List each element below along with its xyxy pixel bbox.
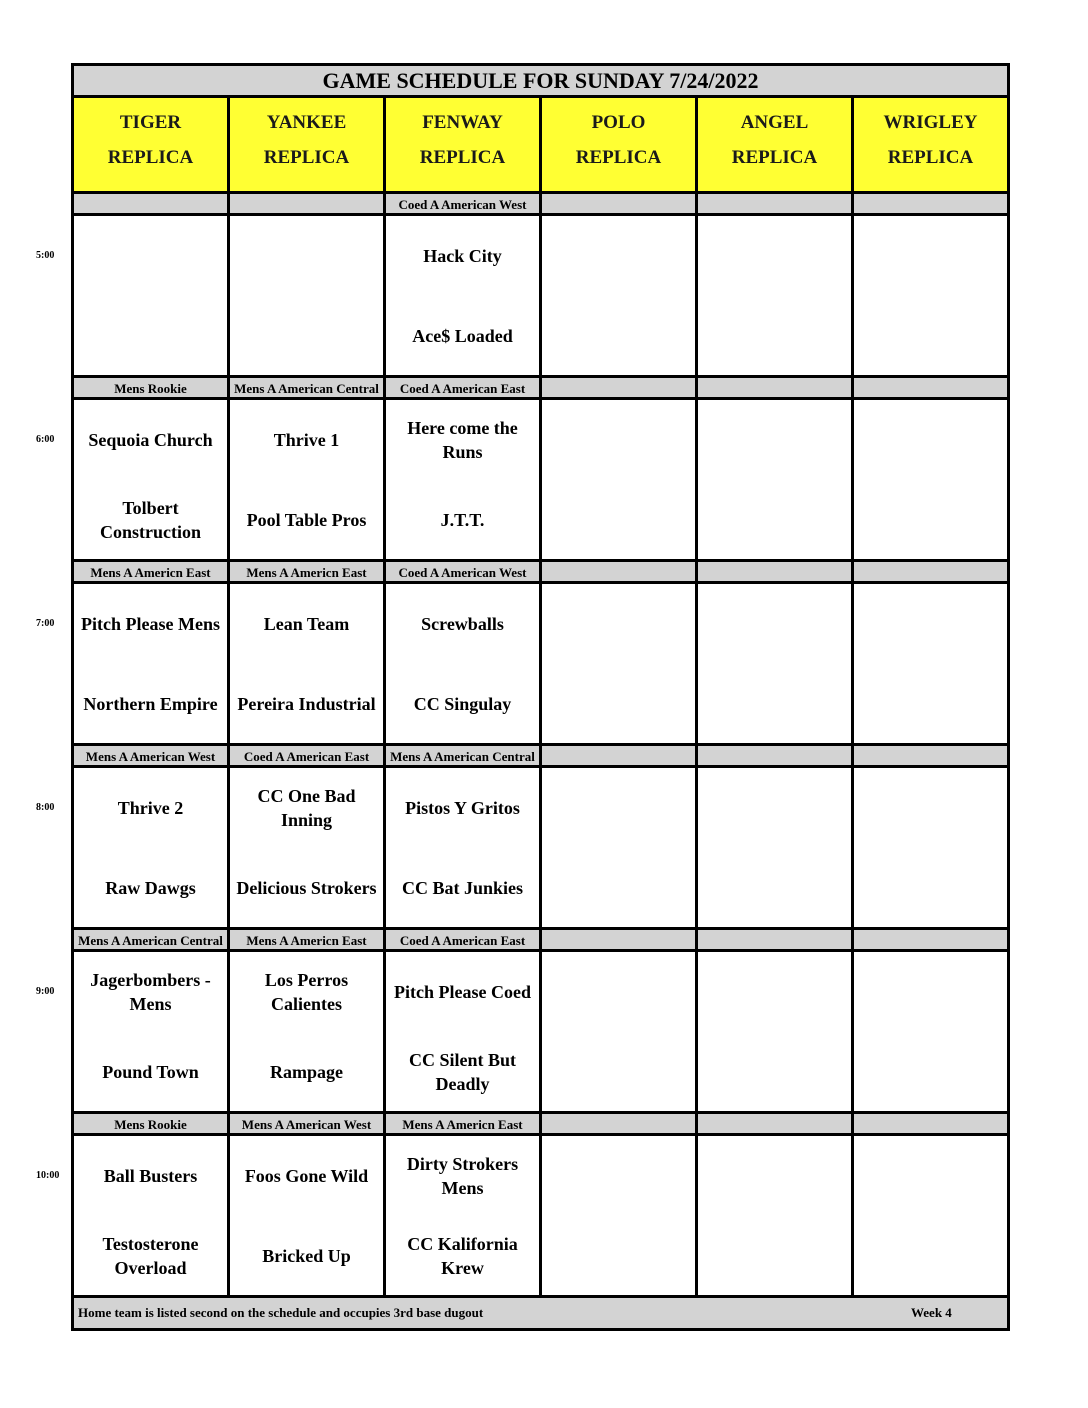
game-cell xyxy=(230,952,386,1114)
home-team xyxy=(854,676,1007,732)
game-cell xyxy=(74,584,230,746)
game-cell xyxy=(542,768,698,930)
game-cell xyxy=(386,216,542,378)
home-team: Testosterone Overload xyxy=(102,1234,199,1278)
home-team: Pound Town xyxy=(102,1062,199,1082)
home-team: Rampage xyxy=(270,1062,343,1082)
division-label xyxy=(230,378,386,400)
division-label xyxy=(698,562,854,584)
game-cell xyxy=(698,216,854,378)
game-cell xyxy=(230,1136,386,1298)
away-team: Ball Busters xyxy=(103,1166,198,1186)
home-team: Raw Dawgs xyxy=(105,878,196,898)
footer-bar xyxy=(74,1298,1007,1328)
division-label xyxy=(230,194,386,216)
field-name: TIGER xyxy=(119,112,182,133)
away-team xyxy=(854,780,1007,836)
away-team xyxy=(542,412,695,468)
division-label xyxy=(542,562,698,584)
home-team: CC Silent But Deadly xyxy=(408,1050,516,1094)
away-team: Foos Gone Wild xyxy=(244,1166,369,1186)
field-subtitle: REPLICA xyxy=(107,147,194,168)
home-team: Tolbert Construction xyxy=(99,498,201,542)
division-label xyxy=(74,194,230,216)
division-label xyxy=(698,378,854,400)
division-text: Coed A American West xyxy=(398,197,527,212)
division-text: Coed A American East xyxy=(243,749,370,764)
home-team xyxy=(698,308,851,364)
game-cell xyxy=(698,584,854,746)
time-label: 8:00 xyxy=(36,802,55,813)
game-cell xyxy=(74,1136,230,1298)
division-label xyxy=(230,1114,386,1136)
away-team xyxy=(698,964,851,1020)
away-team: Thrive 1 xyxy=(273,430,340,450)
division-text: Coed A American East xyxy=(399,933,526,948)
division-label xyxy=(854,1114,1007,1136)
away-team: Screwballs xyxy=(421,614,504,634)
field-name: ANGEL xyxy=(740,112,809,133)
field-header-angel xyxy=(698,98,854,194)
away-team: Lean Team xyxy=(263,614,350,634)
division-label xyxy=(230,746,386,768)
home-team xyxy=(542,308,695,364)
home-team xyxy=(854,492,1007,548)
division-label xyxy=(74,378,230,400)
division-text: Mens A Americn East xyxy=(90,565,211,580)
home-team: Pereira Industrial xyxy=(237,694,376,714)
away-team xyxy=(854,1148,1007,1204)
away-team xyxy=(542,964,695,1020)
away-team xyxy=(698,412,851,468)
division-text: Mens A American West xyxy=(241,1117,372,1132)
game-cell xyxy=(698,400,854,562)
field-subtitle: REPLICA xyxy=(887,147,974,168)
footer-note: Home team is listed second on the schedule and occupies 3rd base dugout xyxy=(78,1305,484,1320)
division-text: Coed A American West xyxy=(398,565,527,580)
division-label xyxy=(230,562,386,584)
division-text: Mens A Americn East xyxy=(402,1117,523,1132)
home-team: Bricked Up xyxy=(262,1246,351,1266)
away-team xyxy=(698,596,851,652)
division-label xyxy=(854,930,1007,952)
division-label xyxy=(386,562,542,584)
division-label xyxy=(74,930,230,952)
away-team: Sequoia Church xyxy=(88,430,213,450)
field-name: FENWAY xyxy=(422,112,503,133)
time-label: 10:00 xyxy=(36,1170,60,1181)
away-team: Jagerbombers - Mens xyxy=(90,970,211,1014)
away-team xyxy=(698,780,851,836)
game-cell xyxy=(386,1136,542,1298)
away-team: CC One Bad Inning xyxy=(257,786,356,830)
division-text: Mens A American Central xyxy=(390,749,535,764)
game-cell xyxy=(854,584,1007,746)
game-cell xyxy=(698,768,854,930)
game-cell xyxy=(854,1136,1007,1298)
away-team: Los Perros Calientes xyxy=(264,970,349,1014)
division-text: Mens A Americn East xyxy=(246,565,367,580)
home-team xyxy=(854,1228,1007,1284)
field-subtitle: REPLICA xyxy=(731,147,818,168)
week-label: Week 4 xyxy=(911,1305,952,1320)
game-cell xyxy=(542,216,698,378)
game-cell xyxy=(386,584,542,746)
field-header-wrigley xyxy=(854,98,1007,194)
time-label: 6:00 xyxy=(36,434,55,445)
home-team: CC Singulay xyxy=(413,694,512,714)
home-team xyxy=(698,1044,851,1100)
home-team xyxy=(698,1228,851,1284)
schedule-sheet xyxy=(71,63,1010,1331)
division-label xyxy=(386,746,542,768)
away-team xyxy=(698,228,851,284)
time-slot-band xyxy=(74,930,1007,1114)
division-label xyxy=(698,930,854,952)
home-team: CC Kalifornia Krew xyxy=(407,1234,518,1278)
division-label xyxy=(854,562,1007,584)
division-label xyxy=(386,378,542,400)
division-text: Mens A Americn East xyxy=(246,933,367,948)
game-cell xyxy=(542,584,698,746)
division-label xyxy=(386,1114,542,1136)
division-text: Mens A American Central xyxy=(234,381,379,396)
away-team xyxy=(542,780,695,836)
division-label xyxy=(698,194,854,216)
home-team xyxy=(542,492,695,548)
game-cell xyxy=(74,216,230,378)
home-team xyxy=(698,492,851,548)
game-cell xyxy=(386,400,542,562)
division-label xyxy=(854,378,1007,400)
away-team: Pistos Y Gritos xyxy=(405,798,520,818)
division-label xyxy=(698,746,854,768)
away-team: Here come the Runs xyxy=(407,418,518,462)
away-team: Pitch Please Coed xyxy=(394,982,531,1002)
division-text: Mens A American West xyxy=(85,749,216,764)
home-team: CC Bat Junkies xyxy=(401,878,524,898)
away-team xyxy=(542,596,695,652)
game-cell xyxy=(854,400,1007,562)
field-header-row xyxy=(74,98,1007,194)
away-team xyxy=(854,228,1007,284)
away-team xyxy=(542,228,695,284)
time-slot-band xyxy=(74,562,1007,746)
game-cell xyxy=(698,1136,854,1298)
game-cell xyxy=(230,400,386,562)
home-team: Delicious Strokers xyxy=(236,878,377,898)
field-name: WRIGLEY xyxy=(883,112,978,133)
time-slot-band xyxy=(74,194,1007,378)
game-cell xyxy=(542,1136,698,1298)
home-team xyxy=(230,308,383,364)
home-team xyxy=(854,1044,1007,1100)
away-team xyxy=(542,1148,695,1204)
home-team xyxy=(542,676,695,732)
field-name: YANKEE xyxy=(266,112,347,133)
division-label xyxy=(386,930,542,952)
home-team xyxy=(854,308,1007,364)
home-team xyxy=(698,676,851,732)
game-cell xyxy=(230,216,386,378)
division-label xyxy=(854,194,1007,216)
division-label xyxy=(542,1114,698,1136)
game-cell xyxy=(386,768,542,930)
division-label xyxy=(542,746,698,768)
away-team: Pitch Please Mens xyxy=(81,614,220,634)
division-label xyxy=(542,930,698,952)
away-team: Hack City xyxy=(423,246,502,266)
time-label: 7:00 xyxy=(36,618,55,629)
game-cell xyxy=(230,584,386,746)
field-subtitle: REPLICA xyxy=(263,147,350,168)
field-header-tiger xyxy=(74,98,230,194)
game-cell xyxy=(230,768,386,930)
time-slot-band xyxy=(74,378,1007,562)
home-team xyxy=(74,308,227,364)
division-text: Mens Rookie xyxy=(114,381,187,396)
game-cell xyxy=(854,952,1007,1114)
time-label: 9:00 xyxy=(36,986,55,997)
away-team xyxy=(854,596,1007,652)
game-cell xyxy=(74,768,230,930)
time-slot-band xyxy=(74,746,1007,930)
home-team: Pool Table Pros xyxy=(246,510,367,530)
home-team: J.T.T. xyxy=(440,510,485,530)
division-label xyxy=(854,746,1007,768)
division-text: Mens A American Central xyxy=(78,933,223,948)
away-team xyxy=(854,412,1007,468)
home-team: Northern Empire xyxy=(83,694,218,714)
division-label xyxy=(74,562,230,584)
home-team xyxy=(542,860,695,916)
division-label xyxy=(542,378,698,400)
away-team xyxy=(74,228,227,284)
division-label xyxy=(74,746,230,768)
away-team xyxy=(698,1148,851,1204)
division-text: Coed A American East xyxy=(399,381,526,396)
field-subtitle: REPLICA xyxy=(419,147,506,168)
home-team: Ace$ Loaded xyxy=(412,326,513,346)
field-name: POLO xyxy=(591,112,646,133)
time-slot-band xyxy=(74,1114,1007,1298)
game-cell xyxy=(854,768,1007,930)
away-team xyxy=(230,228,383,284)
division-text: Mens Rookie xyxy=(114,1117,187,1132)
field-header-yankee xyxy=(230,98,386,194)
division-label xyxy=(230,930,386,952)
field-header-fenway xyxy=(386,98,542,194)
game-cell xyxy=(74,952,230,1114)
away-team xyxy=(854,964,1007,1020)
game-cell xyxy=(74,400,230,562)
game-cell xyxy=(542,400,698,562)
away-team: Dirty Strokers Mens xyxy=(406,1154,519,1198)
schedule-title: GAME SCHEDULE FOR SUNDAY 7/24/2022 xyxy=(74,66,1007,98)
division-label xyxy=(386,194,542,216)
division-label xyxy=(74,1114,230,1136)
home-team xyxy=(698,860,851,916)
home-team xyxy=(542,1228,695,1284)
home-team xyxy=(542,1044,695,1100)
game-cell xyxy=(542,952,698,1114)
division-label xyxy=(698,1114,854,1136)
time-label: 5:00 xyxy=(36,250,55,261)
field-subtitle: REPLICA xyxy=(575,147,662,168)
home-team xyxy=(854,860,1007,916)
away-team: Thrive 2 xyxy=(117,798,184,818)
field-header-polo xyxy=(542,98,698,194)
game-cell xyxy=(698,952,854,1114)
game-cell xyxy=(386,952,542,1114)
game-cell xyxy=(854,216,1007,378)
division-label xyxy=(542,194,698,216)
